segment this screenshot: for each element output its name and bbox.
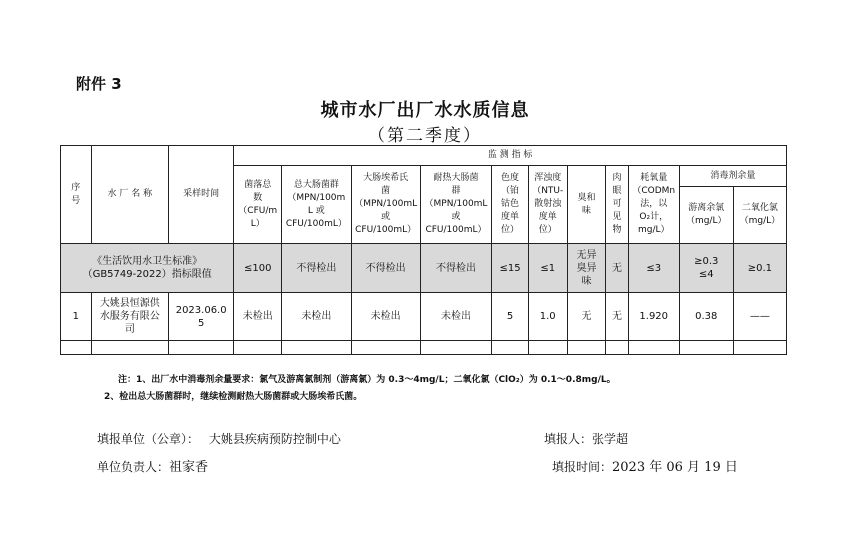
header-free-chlorine: 游离余氯 （mg/L）: [679, 187, 733, 244]
row-value: 1.920: [628, 293, 679, 341]
empty-cell: [169, 341, 234, 355]
note-line: 注：1、出厂水中消毒剂余量要求：氯气及游离氯制剂（游离氯）为 0.3～4mg/L；二氧化氯（ClO₂）为 0.1～0.8mg/L。: [118, 375, 616, 385]
row-value: 5: [492, 293, 529, 341]
header-plant-name: 水 厂 名 称: [91, 146, 168, 244]
row-value: 未检出: [234, 293, 282, 341]
header-turbidity: 浑浊度 （NTU- 散射浊 度单 位）: [528, 166, 567, 244]
header-color: 色度 （铂 钴色 度单 位）: [492, 166, 529, 244]
header-thermotolerant-coliform: 耐热大肠菌 群 （MPN/100mL 或 CFU/100mL）: [420, 166, 491, 244]
standard-value: ≥0.1: [733, 244, 786, 293]
empty-cell: [679, 341, 733, 355]
water-quality-table: [60, 145, 787, 355]
standard-value: ≤1: [528, 244, 567, 293]
empty-cell: [91, 341, 168, 355]
row-value: 未检出: [282, 293, 351, 341]
standard-label: 《生活饮用水卫生标准》 （GB5749-2022）指标限值: [61, 244, 234, 293]
reporting-unit: [97, 430, 341, 447]
header-total-coliform: 总大肠菌群 （MPN/100m L 或 CFU/100mL）: [282, 166, 351, 244]
unit-head-label: 单位负责人：: [97, 460, 170, 474]
empty-cell: [606, 341, 628, 355]
header-disinfectant-residual: 消毒剂余量: [679, 166, 786, 187]
document-subtitle: （第二季度）: [368, 126, 482, 146]
row-seq: 1: [61, 293, 92, 341]
header-odor-taste: 臭和 味: [567, 166, 606, 244]
empty-cell: [234, 341, 282, 355]
unit-head-value: 祖家香: [169, 460, 209, 475]
header-visible-matter: 肉 眼 可 见 物: [606, 166, 628, 244]
row-sample-time: 2023.06.0 5: [169, 293, 234, 341]
standard-value: 不得检出: [351, 244, 420, 293]
standard-value: 无异 臭异 味: [567, 244, 606, 293]
reporting-unit-value: 大姚县疾病预防控制中心: [208, 432, 341, 446]
standard-value: 不得检出: [420, 244, 491, 293]
row-plant-name: 大姚县恒源供 水服务有限公 司: [91, 293, 168, 341]
row-value: 1.0: [528, 293, 567, 341]
header-seq: 序 号: [61, 146, 92, 244]
standard-value: ≤15: [492, 244, 529, 293]
row-value: 无: [606, 293, 628, 341]
unit-head: [97, 456, 208, 475]
standard-value: ≤100: [234, 244, 282, 293]
notes: [104, 372, 616, 406]
standard-value: 不得检出: [282, 244, 351, 293]
reporter-label: 填报人：: [544, 432, 593, 446]
empty-cell: [351, 341, 420, 355]
empty-cell: [628, 341, 679, 355]
empty-cell: [282, 341, 351, 355]
empty-cell: [420, 341, 491, 355]
reporter-value: 张学超: [592, 432, 629, 446]
report-date: [552, 456, 738, 475]
row-value: 未检出: [351, 293, 420, 341]
header-oxygen-consumption: 耗氧量 （CODMn 法，以 O₂计， mg/L）: [628, 166, 679, 244]
standard-value: 无: [606, 244, 628, 293]
reporter: [544, 430, 628, 447]
note-line: 2、检出总大肠菌群时，继续检测耐热大肠菌群或大肠埃希氏菌。: [104, 392, 363, 402]
header-colony-count: 菌落总 数 （CFU/m L）: [234, 166, 282, 244]
row-value: 0.38: [679, 293, 733, 341]
header-e-coli: 大肠埃希氏 菌 （MPN/100mL 或 CFU/100mL）: [351, 166, 420, 244]
document-title: 城市水厂出厂水水质信息: [320, 100, 530, 121]
header-chlorine-dioxide: 二氧化氯 （mg/L）: [733, 187, 786, 244]
report-date-value: 2023 年 06 月 19 日: [612, 460, 738, 475]
row-value: 未检出: [420, 293, 491, 341]
header-sample-time: 采样时间: [169, 146, 234, 244]
reporting-unit-label: 填报单位（公章）：: [97, 432, 200, 446]
empty-cell: [492, 341, 529, 355]
standard-value: ≤3: [628, 244, 679, 293]
report-date-label: 填报时间：: [552, 460, 613, 474]
empty-cell: [61, 341, 92, 355]
empty-cell: [528, 341, 567, 355]
empty-cell: [733, 341, 786, 355]
attachment-label: 附件 3: [76, 75, 122, 93]
standard-value: ≥0.3 ≤4: [679, 244, 733, 293]
header-monitoring-indicators: 监 测 指 标: [234, 146, 787, 166]
row-value: 无: [567, 293, 606, 341]
row-value: ——: [733, 293, 786, 341]
empty-cell: [567, 341, 606, 355]
